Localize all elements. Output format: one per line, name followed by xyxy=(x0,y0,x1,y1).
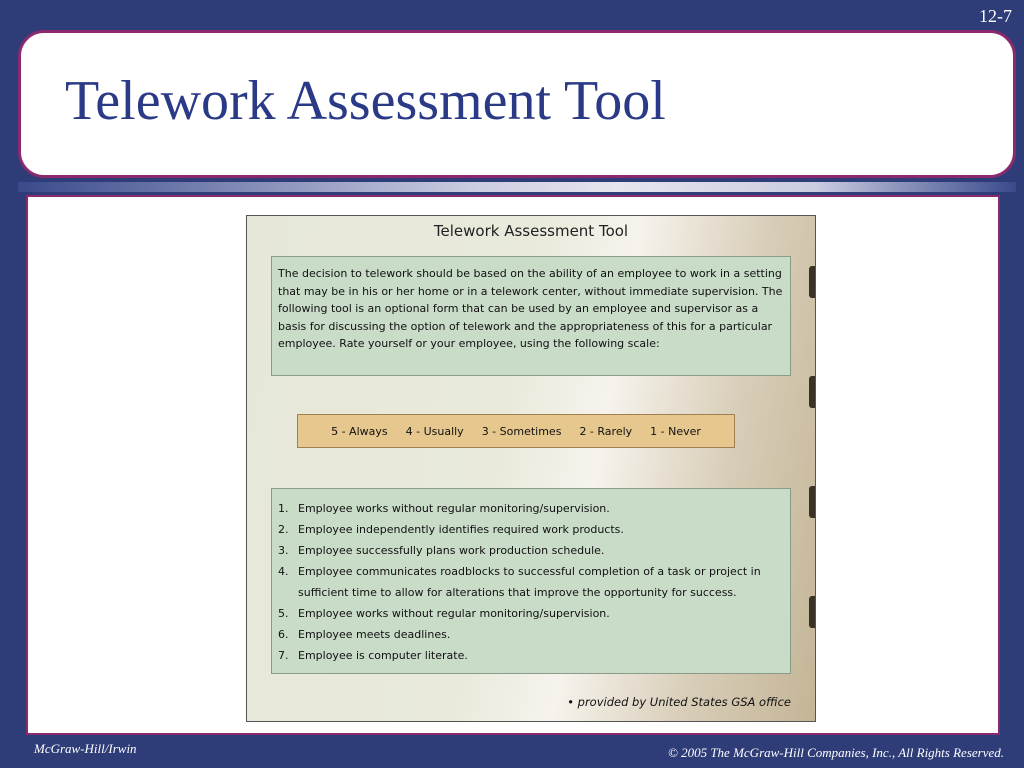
title-box xyxy=(18,30,1016,178)
intro-text: The decision to telework should be based on the ability of an employee to work in a setting that may be in his or her home or in a telework center, without immediate supervision. The following tool is an optional form that can be used by an employee and supervisor as a basis for discussing the option of telework and the appropriateness of this for a particular employee. Rate yourself or your employee, using the following scale: xyxy=(271,256,791,376)
item-text: Employee works without regular monitoring/supervision. xyxy=(298,607,610,620)
item-text: Employee communicates roadblocks to successful completion of a task or project in sufficient time to allow for alterations that improve the opportunity for success. xyxy=(298,565,761,599)
list-item xyxy=(278,498,784,519)
assessment-items xyxy=(271,488,791,674)
item-text: Employee independently identifies required work products. xyxy=(298,523,624,536)
scale-option: 2 - Rarely xyxy=(579,424,633,438)
slide-number: 12-7 xyxy=(979,6,1012,26)
item-text: Employee successfully plans work production schedule. xyxy=(298,544,605,557)
item-number: 7. xyxy=(278,649,289,662)
item-text: Employee meets deadlines. xyxy=(298,628,451,641)
footer-copyright: © 2005 The McGraw-Hill Companies, Inc., All Rights Reserved. xyxy=(667,745,1004,760)
binder-tabs xyxy=(809,266,815,686)
scale-option: 4 - Usually xyxy=(405,424,464,438)
list-item xyxy=(278,645,784,666)
list-item xyxy=(278,540,784,561)
item-number: 4. xyxy=(278,565,289,578)
assessment-figure xyxy=(246,215,816,722)
content-panel xyxy=(26,195,1000,735)
list-item xyxy=(278,519,784,540)
item-text: Employee works without regular monitoring/supervision. xyxy=(298,502,610,515)
figure-title: Telework Assessment Tool xyxy=(433,222,629,240)
item-number: 1. xyxy=(278,502,289,515)
list-item xyxy=(278,603,784,624)
footer-publisher: McGraw-Hill/Irwin xyxy=(34,741,137,756)
scale-option: 1 - Never xyxy=(650,424,701,438)
item-number: 2. xyxy=(278,523,289,536)
scale-option: 5 - Always xyxy=(331,424,388,438)
list-item xyxy=(278,561,784,603)
slide-title: Telework Assessment Tool xyxy=(65,70,666,132)
rating-scale xyxy=(297,414,735,448)
item-text: Employee is computer literate. xyxy=(298,649,468,662)
list-item xyxy=(278,624,784,645)
divider-band xyxy=(18,182,1016,192)
item-number: 3. xyxy=(278,544,289,557)
scale-option: 3 - Sometimes xyxy=(481,424,562,438)
item-number: 5. xyxy=(278,607,289,620)
item-number: 6. xyxy=(278,628,289,641)
figure-source: • provided by United States GSA office xyxy=(567,695,791,709)
